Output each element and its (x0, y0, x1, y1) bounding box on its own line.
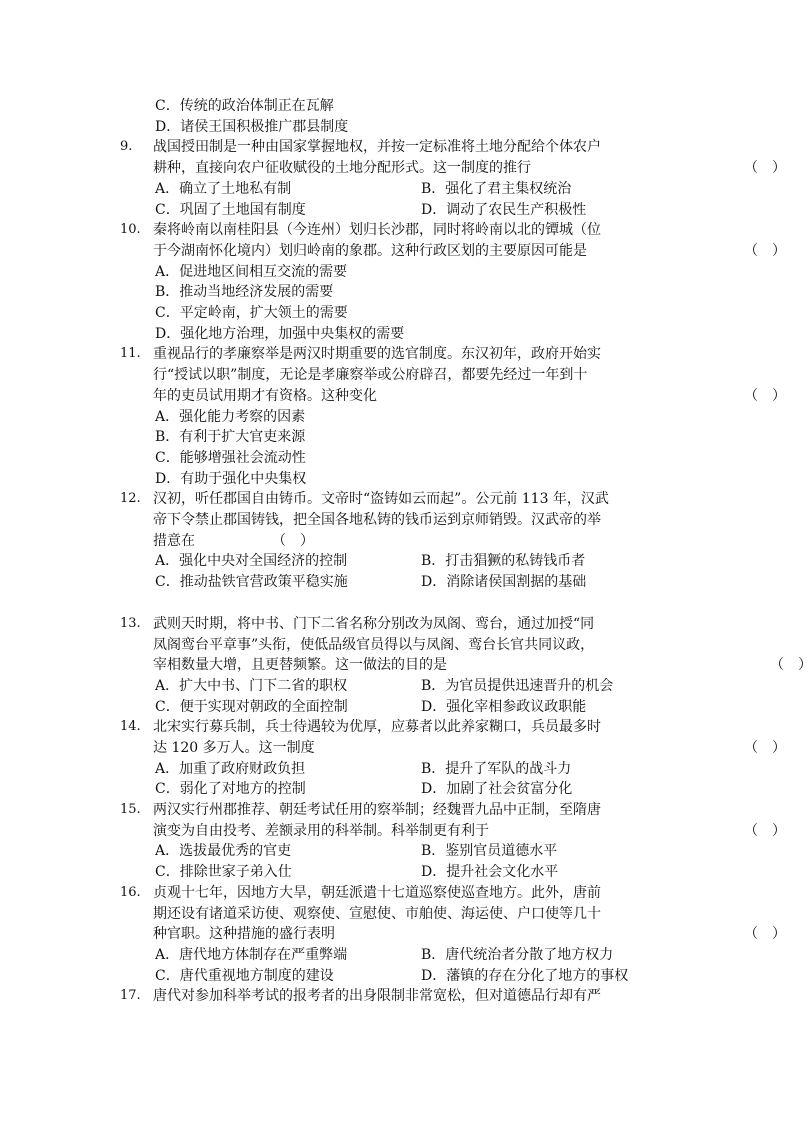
option-a: A．扩大中书、门下二省的职权 (155, 677, 348, 694)
option-d: D．调动了农民生产积极性 (421, 201, 587, 218)
option-b: B．为官员提供迅速晋升的机会 (421, 677, 614, 694)
question-number: 10. (120, 222, 141, 238)
answer-blank[interactable]: （ ） (744, 739, 786, 756)
stem-line: 于今湖南怀化境内）划归岭南的象郡。这种行政区划的主要原因可能是 (153, 242, 587, 259)
option-d: D．藩镇的存在分化了地方的事权 (421, 967, 629, 984)
option-row (155, 697, 794, 718)
stem-line: 达 120 多万人。这一制度 (153, 740, 315, 756)
option-a: A．强化中央对全国经济的控制 (155, 553, 348, 570)
option-a: A．唐代地方体制存在严重弊端 (155, 946, 348, 963)
question-number: 17. (120, 988, 141, 1004)
question-11 (0, 344, 794, 489)
option-row (155, 676, 794, 697)
stem-line: 凤阁鸾台平章事”头衔，使低品级官员得以与凤阁、鸾台长官共同议政， (153, 636, 595, 653)
stem-line: 耕种，直接向农户征收赋役的土地分配形式。这一制度的推行 (153, 160, 531, 177)
option-row (155, 572, 794, 593)
option-b: B．有利于扩大官吏来源 (155, 429, 306, 446)
option-c: C．便于实现对朝政的全面控制 (155, 698, 348, 715)
answer-blank[interactable]: （ ） (744, 242, 786, 259)
question-16 (0, 883, 794, 986)
option-d: D．消除诸侯国割据的基础 (421, 574, 587, 591)
option-d: D．强化宰相参政议政职能 (421, 698, 587, 715)
blank-line (0, 593, 794, 614)
option-d: D．加剧了社会贫富分化 (421, 781, 573, 798)
question-number: 11. (120, 346, 141, 362)
stem-line: 贞观十七年，因地方大旱，朝廷派遣十七道巡察使巡查地方。此外，唐前 (153, 884, 601, 901)
question-number: 9. (120, 139, 133, 155)
question-15 (0, 800, 794, 883)
answer-blank[interactable]: （ ） (770, 657, 812, 674)
stem-line: 秦将岭南以南桂阳县（今连州）划归长沙郡，同时将岭南以北的镡城（位 (153, 222, 601, 239)
question-13 (0, 614, 812, 717)
option-d: D．提升社会文化水平 (421, 864, 559, 881)
option-c: C．推动盐铁官营政策平稳实施 (155, 574, 348, 591)
option-row (155, 945, 794, 966)
option-row (155, 841, 794, 862)
question-14 (0, 717, 794, 800)
option-c: C．弱化了对地方的控制 (155, 781, 306, 798)
stem-line: 战国授田制是一种由国家掌握地权，并按一定标准将土地分配给个体农户 (153, 139, 601, 156)
option-d: D．有助于强化中央集权 (155, 470, 307, 487)
question-17 (0, 986, 794, 1007)
question-10 (0, 220, 794, 344)
question-number: 16. (120, 884, 141, 900)
answer-blank[interactable]: （ ） (744, 926, 786, 943)
option-a: A．强化能力考察的因素 (155, 408, 306, 425)
stem-line: 措意在 （ ） (153, 532, 314, 549)
option-c: C．唐代重视地方制度的建设 (155, 967, 334, 984)
question-number: 15. (120, 802, 141, 818)
exam-page (0, 96, 812, 1007)
stem-line: 唐代对参加科举考试的报考者的出身限制非常宽松，但对道德品行却有严 (153, 988, 601, 1005)
question-number: 14. (120, 719, 141, 735)
option-a: A．促进地区间相互交流的需要 (155, 263, 348, 280)
option-c: C．平定岭南，扩大领土的需要 (155, 305, 348, 321)
option-a: A．加重了政府财政负担 (155, 760, 306, 777)
option-c: C．传统的政治体制正在瓦解 (155, 98, 334, 114)
stem-line: 汉初，听任郡国自由铸币。文帝时“盗铸如云而起”。公元前 113 年，汉武 (153, 491, 609, 508)
question-8-tail (0, 96, 794, 137)
option-row (155, 779, 794, 800)
option-a: A．选拔最优秀的官吏 (155, 843, 292, 860)
option-b: B．推动当地经济发展的需要 (155, 284, 334, 301)
stem-line: 演变为自由投考、差额录用的科举制。科举制更有利于 (153, 822, 489, 839)
option-d: D．诸侯王国积极推广郡县制度 (155, 118, 349, 135)
option-row (155, 862, 794, 883)
stem-line: 种官职。这种措施的盛行表明 (153, 926, 335, 943)
option-row (155, 966, 794, 987)
stem-line: 重视品行的孝廉察举是两汉时期重要的选官制度。东汉初年，政府开始实 (153, 346, 601, 363)
answer-blank[interactable]: （ ） (744, 387, 786, 404)
question-12 (0, 489, 794, 592)
option-b: B．打击猖獗的私铸钱币者 (421, 553, 586, 570)
option-row (155, 551, 794, 572)
option-c: C．巩固了土地国有制度 (155, 201, 306, 218)
stem-line: 行“授试以职”制度，无论是孝廉察举或公府辟召，都要先经过一年到十 (153, 367, 588, 384)
stem-line: 期还设有诸道采访使、观察使、宣慰使、市舶使、海运使、户口使等几十 (153, 905, 601, 922)
question-number: 13. (120, 615, 141, 631)
option-c: C．能够增强社会流动性 (155, 449, 306, 466)
option-b: B．强化了君主集权统治 (421, 180, 572, 197)
question-9 (0, 137, 794, 220)
option-c: C．排除世家子弟入仕 (155, 864, 292, 881)
option-b: B．提升了军队的战斗力 (421, 760, 572, 777)
stem-line: 武则天时期，将中书、门下二省名称分别改为凤阁、鸾台，通过加授“同 (153, 615, 595, 632)
stem-line: 北宋实行募兵制，兵士待遇较为优厚，应募者以此养家糊口，兵员最多时 (153, 719, 601, 736)
stem-line: 两汉实行州郡推荐、朝廷考试任用的察举制；经魏晋九品中正制，至隋唐 (153, 802, 601, 819)
stem-line: 宰相数量大增，且更替频繁。这一做法的目的是 (153, 657, 447, 674)
stem-line: 年的吏员试用期才有资格。这种变化 (153, 387, 377, 404)
stem-line: 帝下令禁止郡国铸钱，把全国各地私铸的钱币运到京师销毁。汉武帝的举 (153, 512, 601, 529)
option-b: B．鉴别官员道德水平 (421, 843, 558, 860)
option-b: B．唐代统治者分散了地方权力 (421, 946, 614, 963)
answer-blank[interactable]: （ ） (744, 822, 786, 839)
question-number: 12. (120, 491, 141, 507)
option-d: D．强化地方治理，加强中央集权的需要 (155, 325, 405, 342)
option-row (155, 200, 794, 221)
option-row (155, 759, 794, 780)
option-a: A．确立了土地私有制 (155, 180, 292, 197)
answer-blank[interactable]: （ ） (744, 160, 786, 177)
option-row (155, 179, 794, 200)
